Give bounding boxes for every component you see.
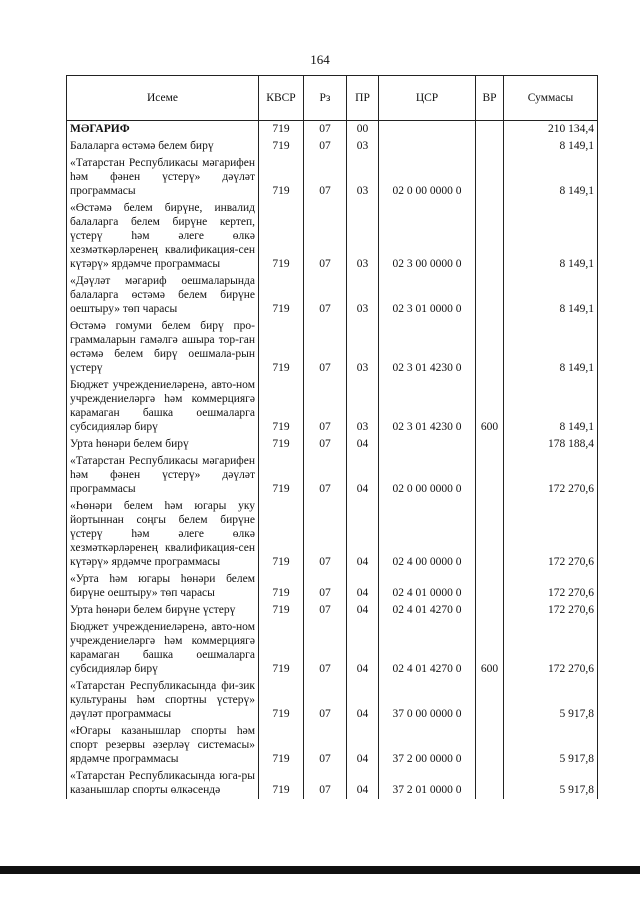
row-kvsr: 719 xyxy=(259,318,304,377)
row-kvsr: 719 xyxy=(259,377,304,436)
row-vr xyxy=(476,155,504,200)
row-vr xyxy=(476,571,504,602)
row-sum: 5 917,8 xyxy=(504,723,598,768)
row-csr: 37 2 01 0000 0 xyxy=(379,768,476,799)
row-pr: 03 xyxy=(347,155,379,200)
row-name: «Урта һәм югары һөнәри белем бирүне оештыру» төп чарасы xyxy=(67,571,259,602)
row-pr: 04 xyxy=(347,768,379,799)
table-row xyxy=(67,602,598,619)
row-pr: 03 xyxy=(347,377,379,436)
row-sum: 8 149,1 xyxy=(504,155,598,200)
row-sum: 8 149,1 xyxy=(504,200,598,273)
row-csr: 02 4 01 4270 0 xyxy=(379,619,476,678)
row-rz: 07 xyxy=(304,571,347,602)
row-rz: 07 xyxy=(304,138,347,155)
row-name: Бюджет учреждениеләренә, авто-ном учреждениеләргә һәм коммерциягә карамаган башка оешмаларга субсидияләр бирү xyxy=(67,377,259,436)
row-pr: 03 xyxy=(347,273,379,318)
row-kvsr: 719 xyxy=(259,273,304,318)
row-rz: 07 xyxy=(304,377,347,436)
table-row xyxy=(67,138,598,155)
row-pr: 00 xyxy=(347,121,379,139)
row-vr xyxy=(476,498,504,571)
row-kvsr: 719 xyxy=(259,678,304,723)
row-csr xyxy=(379,436,476,453)
row-rz: 07 xyxy=(304,318,347,377)
table-row xyxy=(67,200,598,273)
row-kvsr: 719 xyxy=(259,498,304,571)
row-sum: 8 149,1 xyxy=(504,377,598,436)
header-csr: ЦСР xyxy=(379,76,476,121)
row-vr xyxy=(476,273,504,318)
row-sum: 5 917,8 xyxy=(504,768,598,799)
table-row xyxy=(67,571,598,602)
row-name: Урта һөнәри белем бирү xyxy=(67,436,259,453)
row-csr: 02 0 00 0000 0 xyxy=(379,453,476,498)
row-vr: 600 xyxy=(476,377,504,436)
table-row xyxy=(67,619,598,678)
row-csr xyxy=(379,138,476,155)
row-csr: 02 3 01 4230 0 xyxy=(379,318,476,377)
header-pr: ПР xyxy=(347,76,379,121)
table-row xyxy=(67,436,598,453)
row-name: «Татарстан Республикасында фи-зик культураны һәм спортны үстерү» дәүләт программасы xyxy=(67,678,259,723)
row-rz: 07 xyxy=(304,498,347,571)
row-kvsr: 719 xyxy=(259,768,304,799)
table-row xyxy=(67,121,598,139)
header-rz: Рз xyxy=(304,76,347,121)
row-pr: 03 xyxy=(347,138,379,155)
row-sum: 172 270,6 xyxy=(504,453,598,498)
row-csr: 02 0 00 0000 0 xyxy=(379,155,476,200)
row-vr xyxy=(476,318,504,377)
row-pr: 04 xyxy=(347,619,379,678)
page-number: 164 xyxy=(310,52,330,67)
row-kvsr: 719 xyxy=(259,602,304,619)
row-csr: 02 4 01 4270 0 xyxy=(379,602,476,619)
budget-table xyxy=(66,75,598,799)
row-vr: 600 xyxy=(476,619,504,678)
row-kvsr: 719 xyxy=(259,138,304,155)
row-pr: 04 xyxy=(347,678,379,723)
row-kvsr: 719 xyxy=(259,200,304,273)
row-pr: 04 xyxy=(347,602,379,619)
row-rz: 07 xyxy=(304,723,347,768)
row-csr: 02 4 01 0000 0 xyxy=(379,571,476,602)
row-csr: 37 2 00 0000 0 xyxy=(379,723,476,768)
table-row xyxy=(67,498,598,571)
row-kvsr: 719 xyxy=(259,121,304,139)
row-vr xyxy=(476,453,504,498)
row-sum: 172 270,6 xyxy=(504,571,598,602)
header-sum: Суммасы xyxy=(504,76,598,121)
row-csr xyxy=(379,121,476,139)
row-pr: 04 xyxy=(347,453,379,498)
row-csr: 02 3 01 0000 0 xyxy=(379,273,476,318)
row-pr: 04 xyxy=(347,498,379,571)
row-csr: 02 3 00 0000 0 xyxy=(379,200,476,273)
row-kvsr: 719 xyxy=(259,453,304,498)
table-row xyxy=(67,377,598,436)
row-vr xyxy=(476,723,504,768)
scan-bottom-bar xyxy=(0,866,640,874)
table-header-row xyxy=(67,76,598,121)
row-name: «Дәүләт мәгариф оешмаларында балаларга өстәмә белем бирүне оештыру» төп чарасы xyxy=(67,273,259,318)
row-sum: 8 149,1 xyxy=(504,138,598,155)
row-rz: 07 xyxy=(304,678,347,723)
row-name: «Өстәмә белем бирүне, инвалид балаларга белем бирүне кертеп, үстерү һәм әлеге өлкә хезмәткәрләренең квалификация-сен күтәрү» ярдәмче программасы xyxy=(67,200,259,273)
table-row xyxy=(67,453,598,498)
row-sum: 172 270,6 xyxy=(504,602,598,619)
row-vr xyxy=(476,436,504,453)
row-vr xyxy=(476,678,504,723)
row-pr: 03 xyxy=(347,318,379,377)
row-pr: 03 xyxy=(347,200,379,273)
row-kvsr: 719 xyxy=(259,155,304,200)
row-name: «Югары казанышлар спорты һәм спорт резервы әзерләү системасы» ярдәмче программасы xyxy=(67,723,259,768)
row-kvsr: 719 xyxy=(259,723,304,768)
row-rz: 07 xyxy=(304,602,347,619)
row-name: «Татарстан Республикасы мәгарифен һәм фәнен үстерү» дәүләт программасы xyxy=(67,453,259,498)
row-rz: 07 xyxy=(304,768,347,799)
row-rz: 07 xyxy=(304,619,347,678)
row-kvsr: 719 xyxy=(259,571,304,602)
row-name: Өстәмә гомуми белем бирү про-граммаларын гамәлгә ашыра тор-ган өстәмә белем бирү оешмала-рын үстерү xyxy=(67,318,259,377)
row-rz: 07 xyxy=(304,273,347,318)
row-vr xyxy=(476,138,504,155)
row-name: Урта һөнәри белем бирүне үстерү xyxy=(67,602,259,619)
row-name: «Татарстан Республикасы мәгарифен һәм фәнен үстерү» дәүләт программасы xyxy=(67,155,259,200)
row-sum: 8 149,1 xyxy=(504,318,598,377)
row-pr: 04 xyxy=(347,571,379,602)
row-kvsr: 719 xyxy=(259,619,304,678)
table-row xyxy=(67,155,598,200)
row-vr xyxy=(476,602,504,619)
table-row xyxy=(67,678,598,723)
row-rz: 07 xyxy=(304,200,347,273)
row-csr: 02 4 00 0000 0 xyxy=(379,498,476,571)
row-kvsr: 719 xyxy=(259,436,304,453)
row-sum: 5 917,8 xyxy=(504,678,598,723)
table-row xyxy=(67,768,598,799)
row-sum: 178 188,4 xyxy=(504,436,598,453)
row-csr: 37 0 00 0000 0 xyxy=(379,678,476,723)
row-rz: 07 xyxy=(304,155,347,200)
row-vr xyxy=(476,121,504,139)
row-rz: 07 xyxy=(304,453,347,498)
row-vr xyxy=(476,200,504,273)
row-vr xyxy=(476,768,504,799)
row-rz: 07 xyxy=(304,121,347,139)
table-row xyxy=(67,273,598,318)
row-name: «Һөнәри белем һәм югары уку йортыннан соңгы белем бирүне үстерү һәм әлеге өлкә хезмәткәрләренең квалификация-сен күтәрү» ярдәмче программасы xyxy=(67,498,259,571)
row-pr: 04 xyxy=(347,436,379,453)
row-name: «Татарстан Республикасында юга-ры казанышлар спорты өлкәсендә xyxy=(67,768,259,799)
row-sum: 172 270,6 xyxy=(504,619,598,678)
header-name: Исеме xyxy=(67,76,259,121)
row-rz: 07 xyxy=(304,436,347,453)
row-sum: 172 270,6 xyxy=(504,498,598,571)
table-row xyxy=(67,318,598,377)
table-row xyxy=(67,723,598,768)
row-sum: 210 134,4 xyxy=(504,121,598,139)
row-csr: 02 3 01 4230 0 xyxy=(379,377,476,436)
row-name: Балаларга өстәмә белем бирү xyxy=(67,138,259,155)
header-kvsr: КВСР xyxy=(259,76,304,121)
row-sum: 8 149,1 xyxy=(504,273,598,318)
header-vr: ВР xyxy=(476,76,504,121)
row-name: Бюджет учреждениеләренә, авто-ном учреждениеләргә һәм коммерциягә карамаган башка оешмаларга субсидияләр бирү xyxy=(67,619,259,678)
row-pr: 04 xyxy=(347,723,379,768)
row-name: МӘГАРИФ xyxy=(67,121,259,139)
